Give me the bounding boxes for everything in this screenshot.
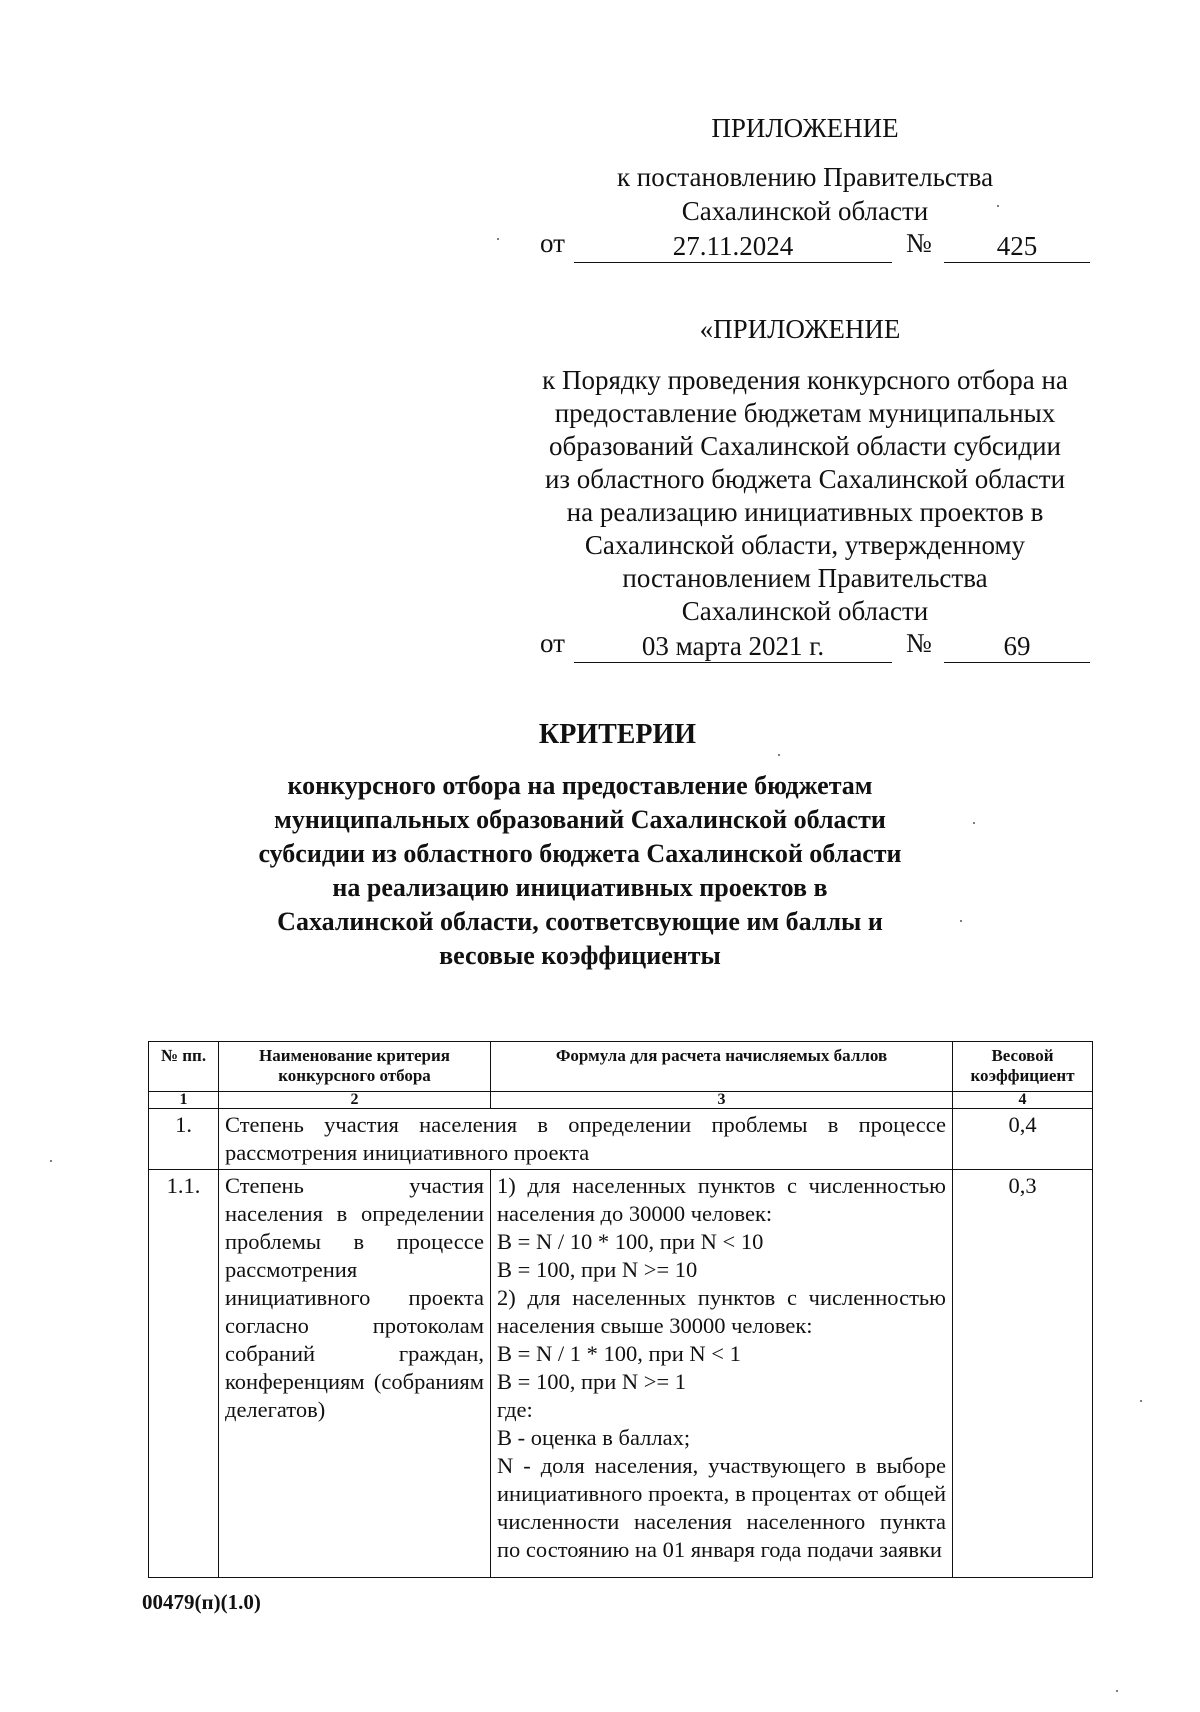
appendix-date-number-line	[540, 223, 1090, 263]
scan-speck	[1140, 1400, 1142, 1402]
header-num: № пп.	[149, 1042, 219, 1092]
row-number: 1.	[149, 1109, 219, 1170]
criterion-group-text: Степень участия населения в определении проблемы в процессе рассмотрения инициативного проекта	[219, 1109, 953, 1170]
table-row	[149, 1170, 1093, 1578]
scan-speck	[1116, 1690, 1118, 1692]
inner-appendix-line: на реализацию инициативных проектов в	[566, 497, 1044, 527]
scan-speck	[497, 238, 499, 240]
row-number: 1.1.	[149, 1170, 219, 1578]
criteria-subtitle-line: на реализацию инициативных проектов в	[332, 873, 828, 902]
scan-speck	[960, 920, 962, 922]
formula-line: B - оценка в баллах;	[497, 1425, 691, 1450]
inner-appendix-date: 03 марта 2021 г.	[574, 631, 892, 663]
col-number: 2	[219, 1092, 491, 1109]
table-header-row	[149, 1042, 1093, 1092]
criterion-formula	[491, 1170, 953, 1578]
formula-line: 1) для населенных пунктов с численностью населения до 30000 человек:	[497, 1173, 946, 1226]
formula-line: где:	[497, 1397, 533, 1422]
criteria-subtitle-line: муниципальных образований Сахалинской области	[274, 805, 886, 834]
inner-appendix-text	[520, 364, 1090, 628]
criteria-subtitle	[230, 769, 930, 973]
inner-appendix-line: Сахалинской области, утвержденному	[584, 530, 1026, 560]
inner-appendix-line: к Порядку проведения конкурсного отбора на	[542, 365, 1068, 395]
header-coef: Весовой коэффициент	[953, 1042, 1093, 1092]
appendix-number: 425	[944, 231, 1090, 263]
appendix-to-line1: к постановлению Правительства	[616, 162, 994, 192]
formula-line: N - доля населения, участвующего в выборе инициативного проекта, в процентах от общей численности населения населенного пункта по состоянию на 01 января года подачи заявки	[497, 1453, 946, 1562]
inner-appendix-date-number-line	[540, 623, 1090, 663]
inner-appendix-title: «ПРИЛОЖЕНИЕ	[699, 314, 901, 344]
inner-appendix-line: Сахалинской области	[681, 596, 929, 626]
scan-speck	[778, 754, 780, 756]
document-code: 00479(п)(1.0)	[142, 1590, 261, 1614]
criteria-subtitle-line: весовые коэффициенты	[439, 941, 721, 970]
col-number: 4	[953, 1092, 1093, 1109]
number-sign: №	[906, 628, 932, 658]
scan-speck	[50, 1160, 52, 1162]
header-name: Наименование критерия конкурсного отбора	[219, 1042, 491, 1092]
scan-speck	[973, 822, 975, 824]
inner-appendix-line: предоставление бюджетам муниципальных	[554, 398, 1056, 428]
col-number: 1	[149, 1092, 219, 1109]
table-row	[149, 1109, 1093, 1170]
header-formula: Формула для расчета начисляемых баллов	[491, 1042, 953, 1092]
criteria-title: КРИТЕРИИ	[538, 719, 697, 750]
criterion-name: Степень участия населения в определении проблемы в процессе рассмотрения инициативного проекта согласно протоколам собраний граждан, конференциям (собраниям делегатов)	[219, 1170, 491, 1578]
criteria-table	[148, 1041, 1093, 1578]
criteria-subtitle-line: Сахалинской области, соответсвующие им баллы и	[277, 907, 883, 936]
weight-coefficient: 0,3	[953, 1170, 1093, 1578]
inner-appendix-line: из областного бюджета Сахалинской области	[544, 464, 1066, 494]
number-sign: №	[906, 228, 932, 258]
criteria-subtitle-line: субсидии из областного бюджета Сахалинской области	[258, 839, 902, 868]
ot-label: от	[540, 628, 565, 658]
formula-line: B = N / 10 * 100, при N < 10	[497, 1229, 764, 1254]
appendix-title: ПРИЛОЖЕНИЕ	[711, 113, 899, 143]
criteria-subtitle-line: конкурсного отбора на предоставление бюджетам	[287, 771, 873, 800]
formula-line: B = 100, при N >= 1	[497, 1369, 687, 1394]
ot-label: от	[540, 228, 565, 258]
inner-appendix-number: 69	[944, 631, 1090, 663]
formula-line: B = N / 1 * 100, при N < 1	[497, 1341, 741, 1366]
appendix-to-line2: Сахалинской области	[681, 196, 929, 226]
column-numbers-row	[149, 1092, 1093, 1109]
formula-line: 2) для населенных пунктов с численностью населения свыше 30000 человек:	[497, 1285, 946, 1338]
col-number: 3	[491, 1092, 953, 1109]
inner-appendix-line: образований Сахалинской области субсидии	[549, 431, 1061, 461]
appendix-date: 27.11.2024	[574, 231, 892, 263]
weight-coefficient: 0,4	[953, 1109, 1093, 1170]
formula-line: B = 100, при N >= 10	[497, 1257, 698, 1282]
inner-appendix-line: постановлением Правительства	[622, 563, 988, 593]
